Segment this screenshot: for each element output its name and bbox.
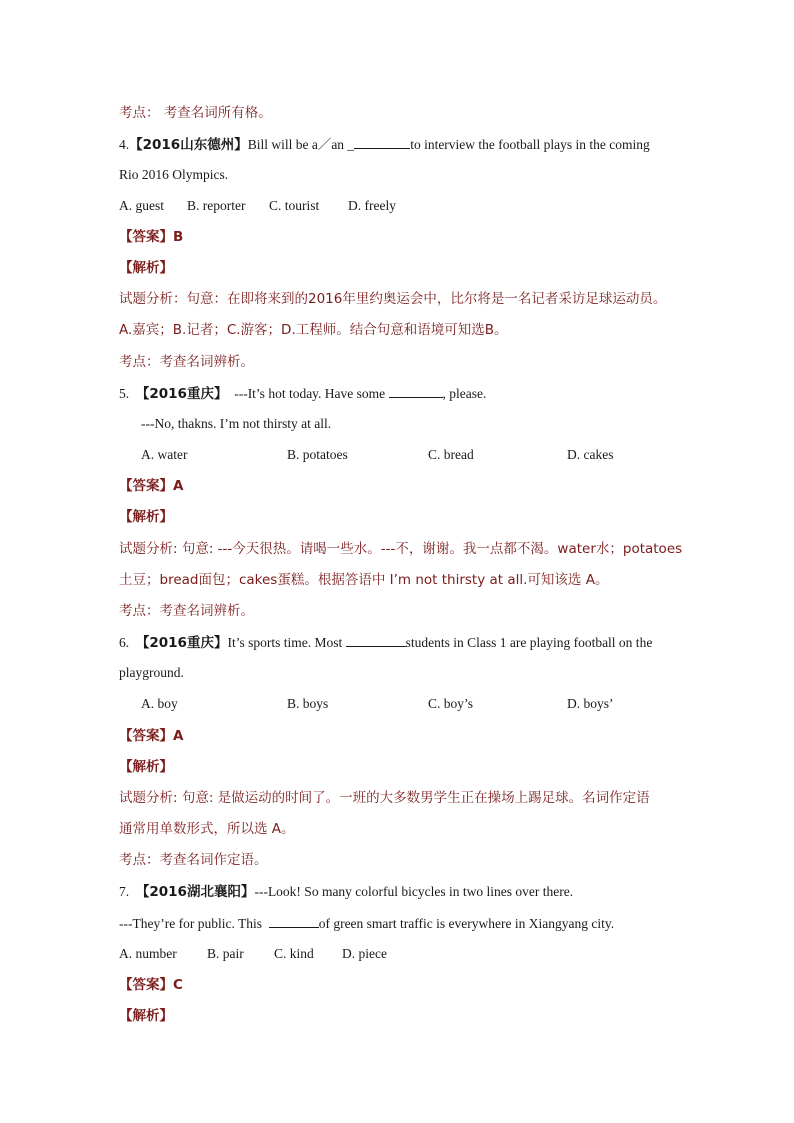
question-text-cont: playground.: [119, 665, 184, 680]
question-source: 【2016重庆】: [135, 386, 228, 402]
question-5: [119, 383, 486, 404]
analysis-text: 试题分析: 句意: ---今天很热。请喝一些水。---不，谢谢。我一点都不渴。water水；potatoes: [119, 541, 683, 557]
analysis-label: 【解析】: [119, 759, 173, 775]
question-number: 6.: [119, 635, 130, 650]
option-a: A. number: [119, 946, 177, 961]
answer-blank: [346, 632, 406, 647]
question-text-cont: Rio 2016 Olympics.: [119, 167, 229, 182]
analysis-text: 试题分析: 句意: 是做运动的时间了。一班的大多数男学生正在操场上踢足球。名词作定语: [119, 790, 650, 806]
option-a: A. boy: [141, 696, 178, 711]
option-b: B. pair: [207, 946, 244, 961]
option-c: C. boy’s: [428, 696, 474, 711]
analysis-text: A.嘉宾；B.记者；C.游客；D.工程师。结合句意和语境可知选B。: [119, 322, 508, 338]
option-c: C. bread: [428, 447, 474, 462]
answer-label: 【答案】B: [119, 229, 184, 245]
question-text: ---It’s hot today. Have some: [234, 386, 386, 401]
question-source: 【2016湖北襄阳】: [135, 884, 255, 900]
option-d: D. freely: [348, 198, 396, 213]
answer-label: 【答案】A: [119, 728, 184, 744]
point-note: 考点：考查名词作定语。: [119, 852, 268, 868]
question-number: 5.: [119, 386, 130, 401]
question-text: Bill will be a／an _: [247, 137, 355, 152]
point-note: 考点：考查名词辨析。: [119, 354, 254, 370]
analysis-label: 【解析】: [119, 509, 173, 525]
analysis-text: 土豆；bread面包；cakes蛋糕。根据答语中 I’m not thirsty at all.可知该选 A。: [119, 572, 609, 588]
point-note: 考点： 考查名词所有格。: [119, 105, 272, 121]
answer-label: 【答案】A: [119, 478, 184, 494]
question-text-cont: [119, 913, 614, 934]
question-text: to interview the football plays in the coming: [410, 137, 650, 152]
question-source: 【2016山东德州】: [129, 137, 248, 153]
analysis-text: 试题分析：句意：在即将来到的2016年里约奥运会中，比尔将是一名记者采访足球运动员。: [119, 291, 667, 307]
answer-label: 【答案】C: [119, 977, 183, 993]
option-b: B. potatoes: [287, 447, 348, 462]
option-a: A. guest: [119, 198, 164, 213]
option-b: B. boys: [287, 696, 329, 711]
answer-blank: [269, 913, 319, 928]
point-note: 考点：考查名词辨析。: [119, 603, 254, 619]
question-4: [119, 134, 650, 155]
option-a: A. water: [141, 447, 188, 462]
question-source: 【2016重庆】: [135, 635, 228, 651]
question-7: [119, 882, 573, 902]
question-text: ---They’re for public. This: [119, 916, 262, 931]
option-c: C. kind: [274, 946, 314, 961]
option-d: D. boys’: [567, 696, 614, 711]
question-6: [119, 632, 652, 653]
question-text-cont: ---No, thakns. I’m not thirsty at all.: [141, 416, 332, 431]
answer-blank: [389, 383, 443, 398]
question-text: , please.: [442, 386, 487, 401]
question-text: It’s sports time. Most: [227, 635, 343, 650]
question-number: 4.: [119, 137, 130, 152]
question-number: 7.: [119, 884, 130, 899]
question-text: ---Look! So many colorful bicycles in two lines over there.: [254, 884, 574, 899]
option-d: D. piece: [342, 946, 387, 961]
option-d: D. cakes: [567, 447, 614, 462]
question-text: of green smart traffic is everywhere in Xiangyang city.: [318, 916, 615, 931]
option-b: B. reporter: [187, 198, 246, 213]
analysis-label: 【解析】: [119, 260, 173, 276]
question-text: students in Class 1 are playing football on the: [405, 635, 653, 650]
answer-blank: [354, 134, 410, 149]
option-c: C. tourist: [269, 198, 320, 213]
analysis-text: 通常用单数形式，所以选 A。: [119, 821, 295, 837]
analysis-label: 【解析】: [119, 1008, 173, 1024]
